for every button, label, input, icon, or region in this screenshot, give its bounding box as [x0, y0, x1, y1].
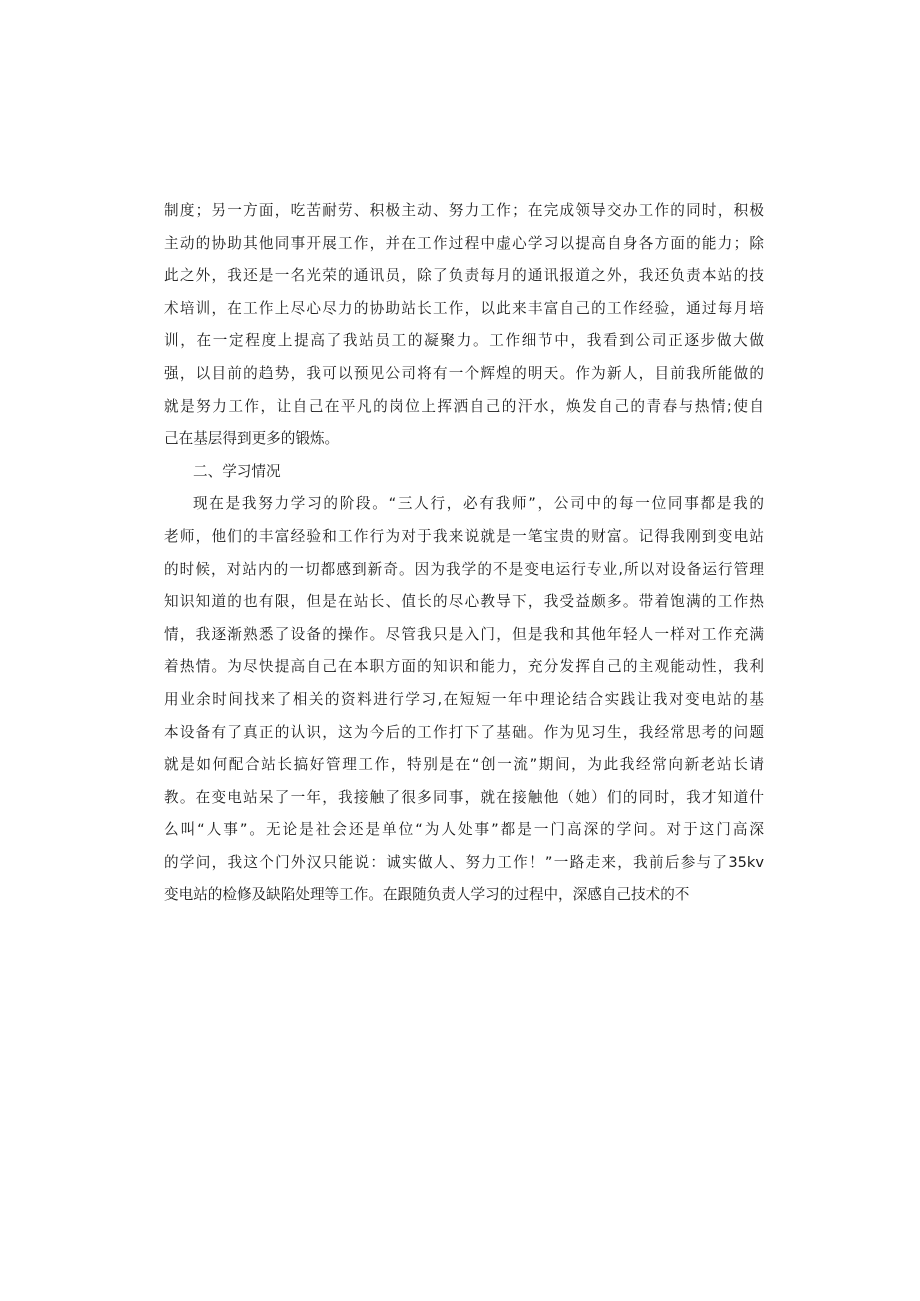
text-line: 情，我逐渐熟悉了设备的操作。尽管我只是入门，但是我和其他年轻人一样对工作充满	[164, 625, 764, 643]
text-line: 训，在一定程度上提高了我站员工的凝聚力。工作细节中，我看到公司正逐步做大做	[164, 332, 764, 350]
text-line: 的时候，对站内的一切都感到新奇。因为我学的不是变电运行专业,所以对设备运行管理	[164, 560, 764, 578]
text-line: 变电站的检修及缺陷处理等工作。在跟随负责人学习的过程中，深感自己技术的不	[164, 886, 690, 904]
text-line: 教。在变电站呆了一年，我接触了很多同事，就在接触他（她）们的同时，我才知道什	[164, 788, 764, 806]
text-line: 么叫“人事”。无论是社会还是单位“为人处事”都是一门高深的学问。对于这门高深	[164, 821, 764, 839]
text-line: 此之外，我还是一名光荣的通讯员，除了负责每月的通讯报道之外，我还负责本站的技	[164, 267, 764, 285]
text-line: 制度；另一方面，吃苦耐劳、积极主动、努力工作；在完成领导交办工作的同时，积极	[164, 202, 764, 219]
text-line: 就是如何配合站长搞好管理工作，特别是在“创一流”期间，为此我经常向新老站长请	[164, 756, 764, 774]
section-heading-study: 二、学习情况	[193, 462, 281, 480]
text-line: 知识知道的也有限，但是在站长、值长的尽心教导下，我受益颇多。带着饱满的工作热	[164, 593, 764, 611]
text-line: 术培训，在工作上尽心尽力的协助站长工作，以此来丰富自己的工作经验，通过每月培	[164, 299, 764, 317]
text-line: 主动的协助其他同事开展工作，并在工作过程中虚心学习以提高自身各方面的能力；除	[164, 234, 764, 252]
text-line: 用业余时间找来了相关的资料进行学习,在短短一年中理论结合实践让我对变电站的基	[164, 690, 764, 708]
document-body	[164, 195, 764, 912]
text-line: 就是努力工作，让自己在平凡的岗位上挥洒自己的汗水，焕发自己的青春与热情;使自	[164, 397, 764, 415]
text-line: 老师，他们的丰富经验和工作行为对于我来说就是一笔宝贵的财富。记得我刚到变电站	[164, 527, 764, 545]
text-line: 己在基层得到更多的锻炼。	[164, 430, 340, 448]
text-line: 强，以目前的趋势，我可以预见公司将有一个辉煌的明天。作为新人，目前我所能做的	[164, 364, 764, 382]
paragraph-study	[164, 488, 764, 912]
text-line: 本设备有了真正的认识，这为今后的工作打下了基础。作为见习生，我经常思考的问题	[164, 723, 764, 741]
text-line: 现在是我努力学习的阶段。“三人行，必有我师”，公司中的每一位同事都是我的	[193, 495, 764, 513]
text-line: 的学问，我这个门外汉只能说：诚实做人、努力工作！”一路走来，我前后参与了35kv	[164, 853, 764, 871]
paragraph-work-attitude	[164, 195, 764, 456]
text-line: 着热情。为尽快提高自己在本职方面的知识和能力，充分发挥自己的主观能动性，我利	[164, 658, 764, 676]
